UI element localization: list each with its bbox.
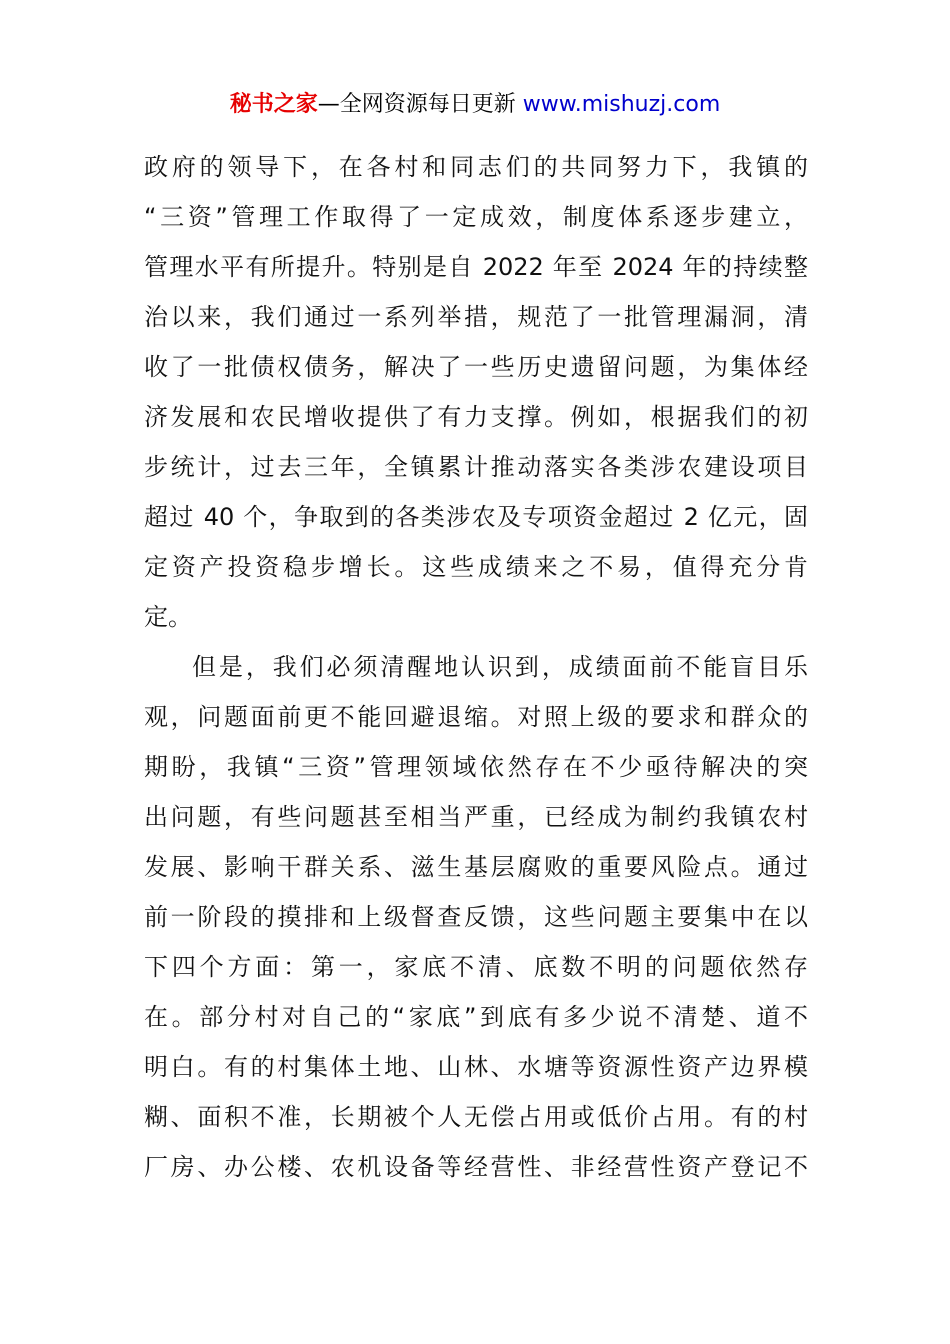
document-body <box>144 142 808 1192</box>
text-line: 超过 40 个，争取到的各类涉农及专项资金超过 2 亿元，固 <box>144 503 808 531</box>
text-line: 前一阶段的摸排和上级督查反馈，这些问题主要集中在以 <box>144 903 808 931</box>
paragraph-first-line: 但是，我们必须清醒地认识到，成绩面前不能盲目乐 <box>192 653 808 681</box>
text-line: 厂房、办公楼、农机设备等经营性、非经营性资产登记不 <box>144 1153 808 1181</box>
header-tagline: —全网资源每日更新 <box>317 92 523 117</box>
text-line: 定资产投资稳步增长。这些成绩来之不易，值得充分肯 <box>144 553 808 581</box>
text-line: 在。部分村对自己的“家底”到底有多少说不清楚、道不 <box>144 1003 808 1031</box>
text-line: 观，问题面前更不能回避退缩。对照上级的要求和群众的 <box>144 703 808 731</box>
text-line: 明白。有的村集体土地、山林、水塘等资源性资产边界模 <box>144 1053 808 1081</box>
text-line: 政府的领导下，在各村和同志们的共同努力下，我镇的 <box>144 153 808 181</box>
site-url: www.mishuzj.com <box>522 92 721 117</box>
text-line: 发展、影响干群关系、滋生基层腐败的重要风险点。通过 <box>144 853 808 881</box>
brand-name: 秘书之家 <box>229 92 318 117</box>
text-line: 下四个方面：第一，家底不清、底数不明的问题依然存 <box>144 953 808 981</box>
text-line: 管理水平有所提升。特别是自 2022 年至 2024 年的持续整 <box>144 253 808 281</box>
text-line: “三资”管理工作取得了一定成效，制度体系逐步建立， <box>144 203 808 231</box>
text-line: 定。 <box>144 603 192 631</box>
text-line: 步统计，过去三年，全镇累计推动落实各类涉农建设项目 <box>144 453 808 481</box>
text-line: 糊、面积不准，长期被个人无偿占用或低价占用。有的村 <box>144 1103 808 1131</box>
text-line: 期盼，我镇“三资”管理领域依然存在不少亟待解决的突 <box>144 753 808 781</box>
text-line: 治以来，我们通过一系列举措，规范了一批管理漏洞，清 <box>144 303 808 331</box>
text-line: 济发展和农民增收提供了有力支撑。例如，根据我们的初 <box>144 403 808 431</box>
text-line: 出问题，有些问题甚至相当严重，已经成为制约我镇农村 <box>144 803 808 831</box>
page-header <box>0 88 950 122</box>
text-line: 收了一批债权债务，解决了一些历史遗留问题，为集体经 <box>144 353 808 381</box>
